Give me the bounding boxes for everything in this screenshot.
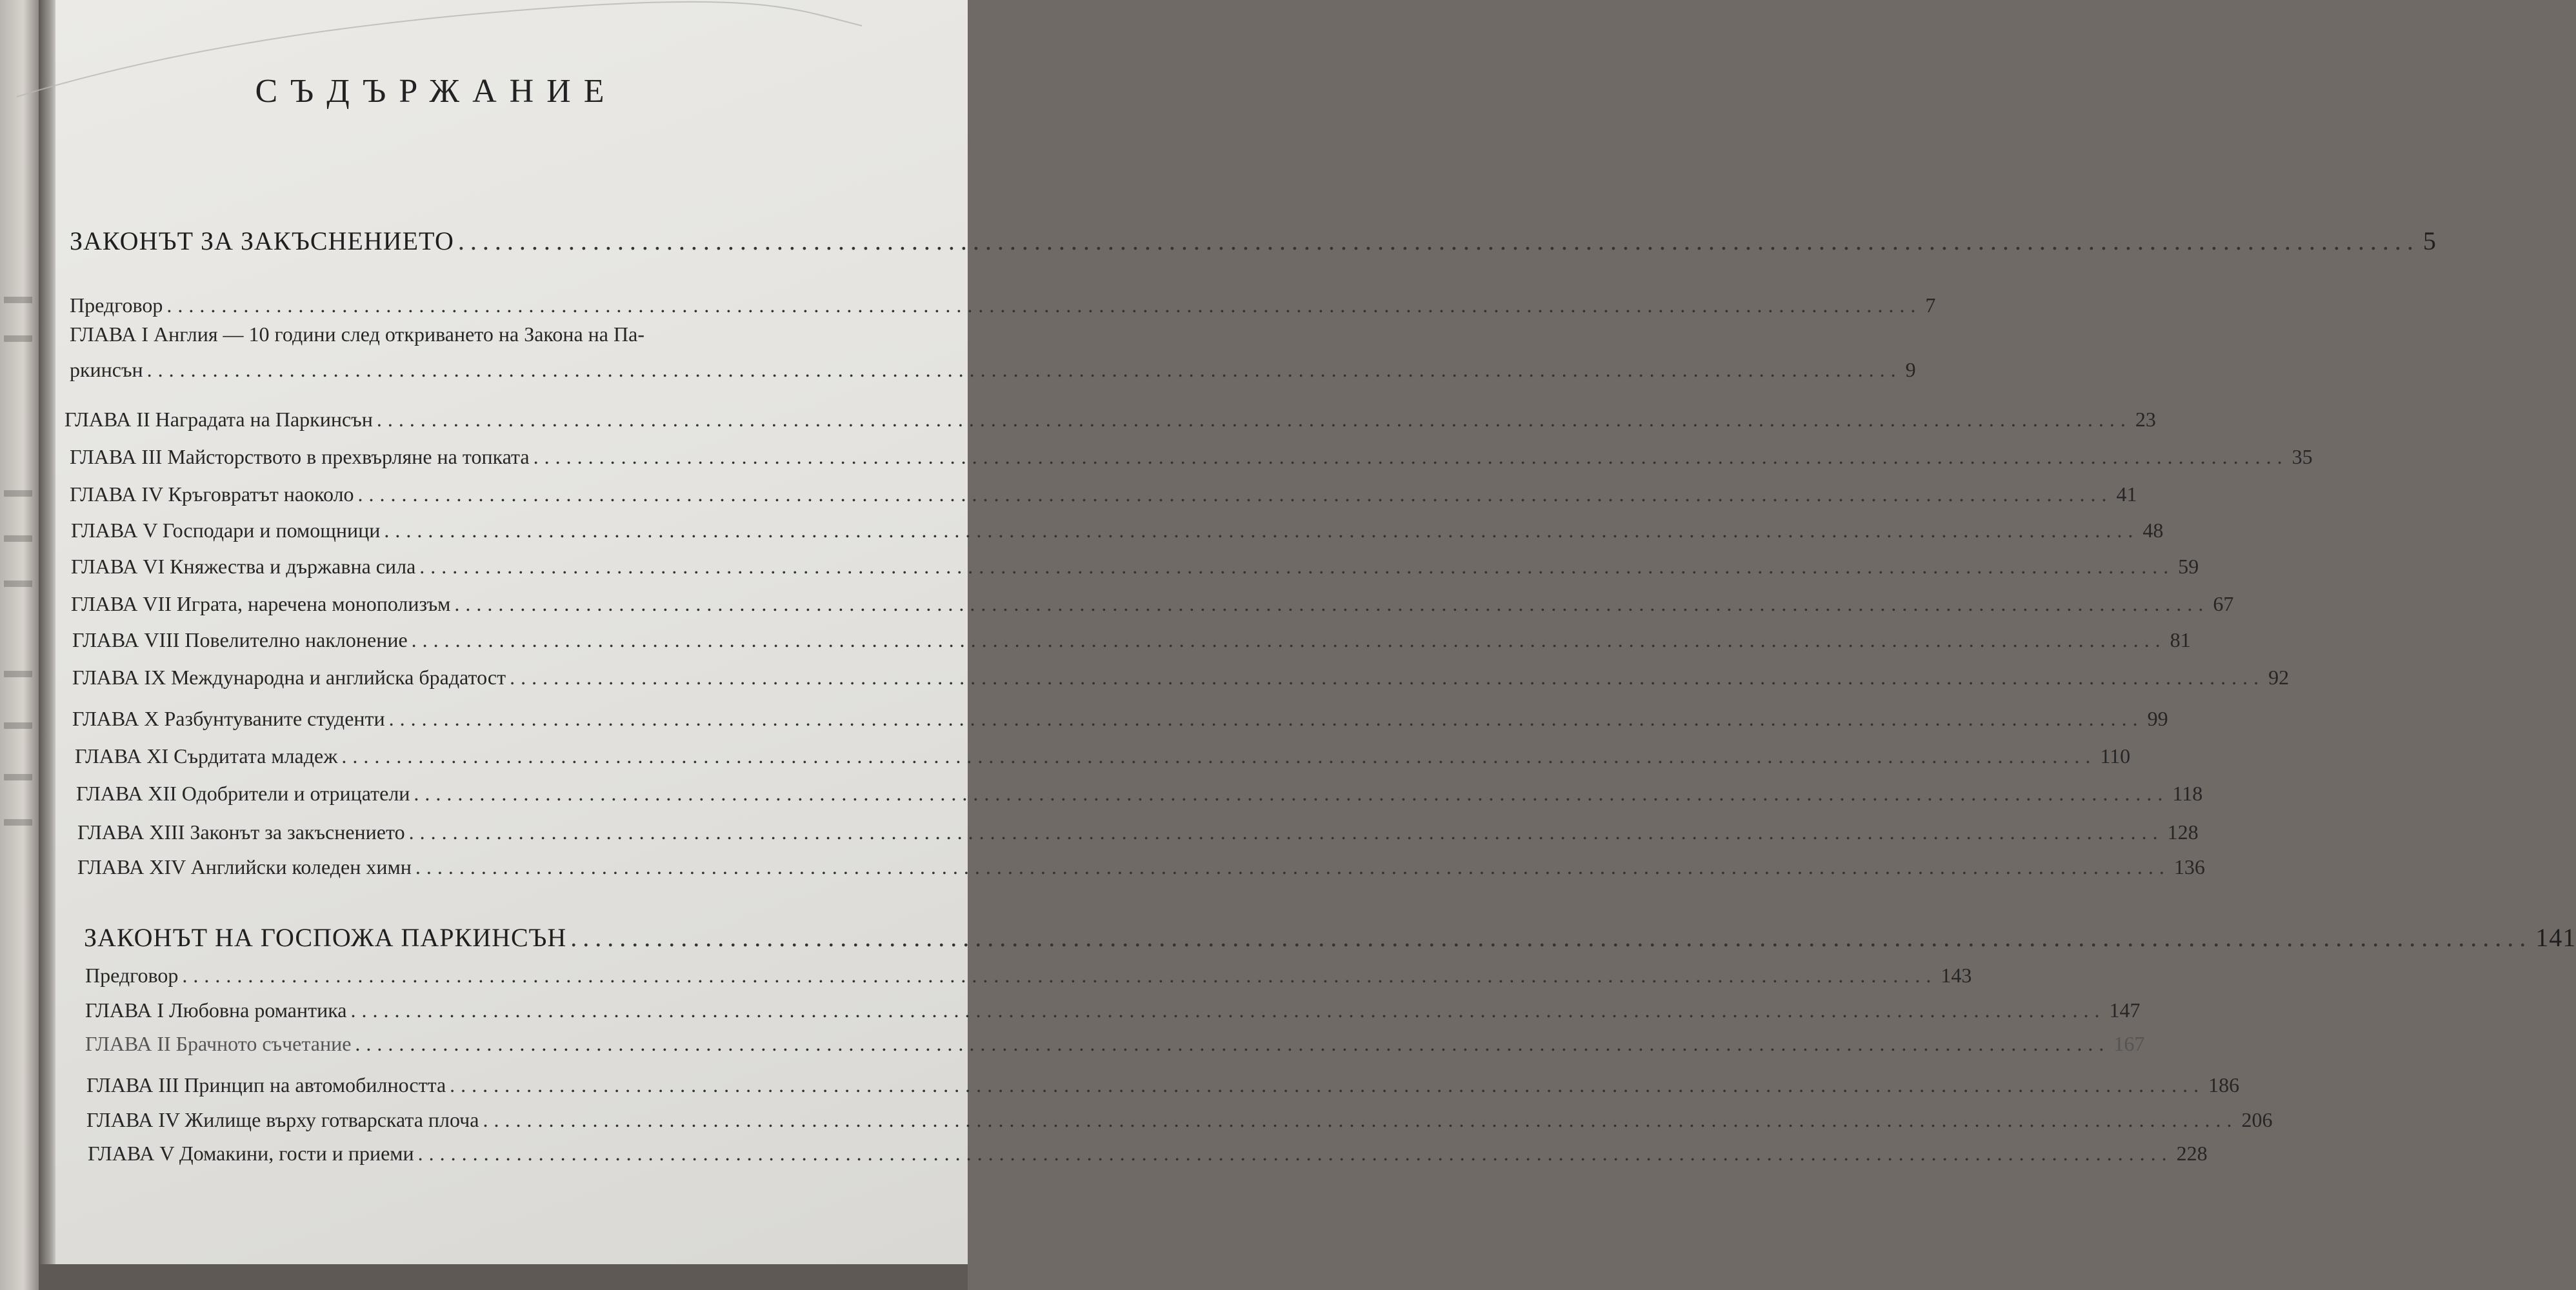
section-heading[interactable] (70, 226, 2437, 256)
toc-entry[interactable] (65, 408, 2156, 432)
toc-entry[interactable] (77, 820, 2199, 844)
page-number: 48 (2142, 519, 2164, 542)
page-number: 35 (2291, 445, 2313, 468)
entry-label: ГЛАВА XIV Английски коледен химн (77, 855, 412, 878)
entry-label: Предговор (70, 293, 163, 317)
leader-dots: ................................................................................................................................................................ (357, 482, 2113, 506)
page-number: 81 (2170, 628, 2191, 651)
page-number: 110 (2100, 744, 2131, 768)
book-gutter (39, 0, 55, 1290)
toc-entry[interactable] (70, 293, 1936, 317)
toc-entry[interactable] (85, 998, 2141, 1022)
page-number: 228 (2176, 1142, 2208, 1165)
entry-label: ГЛАВА I Любовна романтика (85, 998, 347, 1022)
page-number: 206 (2241, 1108, 2273, 1131)
entry-label: ГЛАВА III Майсторството в прехвърляне на топката (70, 445, 530, 468)
page-number: 141 (2535, 923, 2576, 952)
entry-label: ГЛАВА IV Жилище върху готварската плоча (86, 1108, 479, 1131)
entry-label: ГЛАВА X Разбунтуваните студенти (72, 707, 385, 730)
entry-label: ГЛАВА IX Международна и английска брадатост (72, 666, 506, 689)
page-number: 41 (2116, 482, 2137, 506)
leader-dots: ................................................................................................................................................................ (414, 782, 2169, 805)
page-number: 143 (1941, 964, 1972, 987)
toc-entry[interactable] (71, 519, 2164, 542)
toc-entry[interactable] (70, 445, 2313, 469)
page-number: 136 (2173, 855, 2205, 878)
page-number: 59 (2178, 555, 2199, 578)
entry-label: ГЛАВА XIII Законът за закъснението (77, 820, 405, 844)
toc-entry[interactable] (75, 744, 2131, 768)
leader-dots: ................................................................................................................................................................ (570, 923, 2532, 952)
toc-entry[interactable] (71, 592, 2234, 616)
section-heading[interactable] (84, 922, 2576, 953)
toc-entry[interactable] (72, 707, 2168, 731)
page-number: 9 (1905, 358, 1916, 381)
page-number: 186 (2208, 1073, 2240, 1096)
leader-dots: ................................................................................................................................................................ (454, 592, 2210, 615)
toc-entry[interactable] (86, 1073, 2240, 1097)
toc-entry[interactable] (72, 666, 2290, 690)
entry-label: ГЛАВА I Англия — 10 години след откриването на Закона на Па- (70, 322, 644, 346)
toc-entry[interactable] (85, 1032, 2145, 1056)
leader-dots: ................................................................................................................................................................ (417, 1142, 2173, 1165)
toc-entry[interactable] (77, 855, 2205, 879)
entry-label: ГЛАВА XI Сърдитата младеж (75, 744, 338, 768)
page-number: 7 (1925, 293, 1936, 317)
toc-entry[interactable] (76, 782, 2203, 806)
entry-label: ГЛАВА XII Одобрители и отрицатели (76, 782, 410, 805)
entry-label: ГЛАВА II Брачното съчетание (85, 1032, 352, 1055)
leader-dots: ................................................................................................................................................................ (376, 408, 2132, 431)
entry-label: ГЛАВА V Домакини, гости и приеми (88, 1142, 414, 1165)
leader-dots: ................................................................................................................................................................ (533, 445, 2288, 468)
entry-label-continuation: ркинсън (70, 358, 143, 381)
page-number: 5 (2422, 226, 2437, 255)
section-title: ЗАКОНЪТ ЗА ЗАКЪСНЕНИЕТО (70, 226, 454, 255)
page-number: 167 (2113, 1032, 2145, 1055)
leader-dots: ................................................................................................................................................................ (384, 519, 2139, 542)
toc-entry[interactable] (86, 1108, 2273, 1132)
page-number: 67 (2213, 592, 2234, 615)
toc-entry[interactable] (71, 555, 2199, 579)
page-number: 118 (2172, 782, 2203, 805)
leader-dots: ................................................................................................................................................................ (411, 628, 2166, 651)
table-of-contents (55, 0, 2576, 1264)
page-bottom-shadow (39, 1264, 968, 1290)
toc-entry[interactable] (72, 628, 2191, 652)
page-number: 147 (2109, 998, 2141, 1022)
entry-label: ГЛАВА VII Играта, наречена монополизъм (71, 592, 451, 615)
entry-label: ГЛАВА IV Кръговратът наоколо (70, 482, 354, 506)
leader-dots: ................................................................................................................................................................ (457, 226, 2419, 255)
toc-entry[interactable] (85, 964, 1972, 987)
leader-dots: ................................................................................................................................................................ (182, 964, 1937, 987)
page-title: СЪДЪРЖАНИЕ (255, 73, 617, 110)
leader-dots: ................................................................................................................................................................ (450, 1073, 2205, 1096)
contents-page (55, 0, 2576, 1264)
leader-dots: ................................................................................................................................................................ (146, 358, 1902, 381)
leader-dots: ................................................................................................................................................................ (166, 293, 1922, 317)
toc-entry[interactable] (88, 1142, 2208, 1166)
leader-dots: ................................................................................................................................................................ (355, 1032, 2110, 1055)
entry-label: ГЛАВА V Господари и помощници (71, 519, 381, 542)
leader-dots: ................................................................................................................................................................ (408, 820, 2164, 844)
entry-label: ГЛАВА VI Княжества и държавна сила (71, 555, 416, 578)
toc-entry[interactable] (70, 482, 2137, 506)
section-title: ЗАКОНЪТ НА ГОСПОЖА ПАРКИНСЪН (84, 923, 567, 952)
entry-label: ГЛАВА II Наградата на Паркинсън (65, 408, 373, 431)
leader-dots: ................................................................................................................................................................ (388, 707, 2144, 730)
left-page-edge (0, 0, 39, 1290)
entry-label: ГЛАВА III Принцип на автомобилността (86, 1073, 446, 1096)
leader-dots: ................................................................................................................................................................ (341, 744, 2097, 768)
leader-dots: ................................................................................................................................................................ (350, 998, 2106, 1022)
page-number: 23 (2135, 408, 2156, 431)
entry-label: ГЛАВА VIII Повелително наклонение (72, 628, 408, 651)
leader-dots: ................................................................................................................................................................ (483, 1108, 2238, 1131)
toc-entry-continuation[interactable] (70, 358, 1916, 382)
leader-dots: ................................................................................................................................................................ (419, 555, 2175, 578)
leader-dots: ................................................................................................................................................................ (415, 855, 2170, 878)
page-number: 128 (2167, 820, 2199, 844)
page-number: 99 (2147, 707, 2168, 730)
entry-label: Предговор (85, 964, 179, 987)
leader-dots: ................................................................................................................................................................ (510, 666, 2265, 689)
page-number: 92 (2268, 666, 2290, 689)
toc-entry[interactable] (70, 322, 902, 346)
